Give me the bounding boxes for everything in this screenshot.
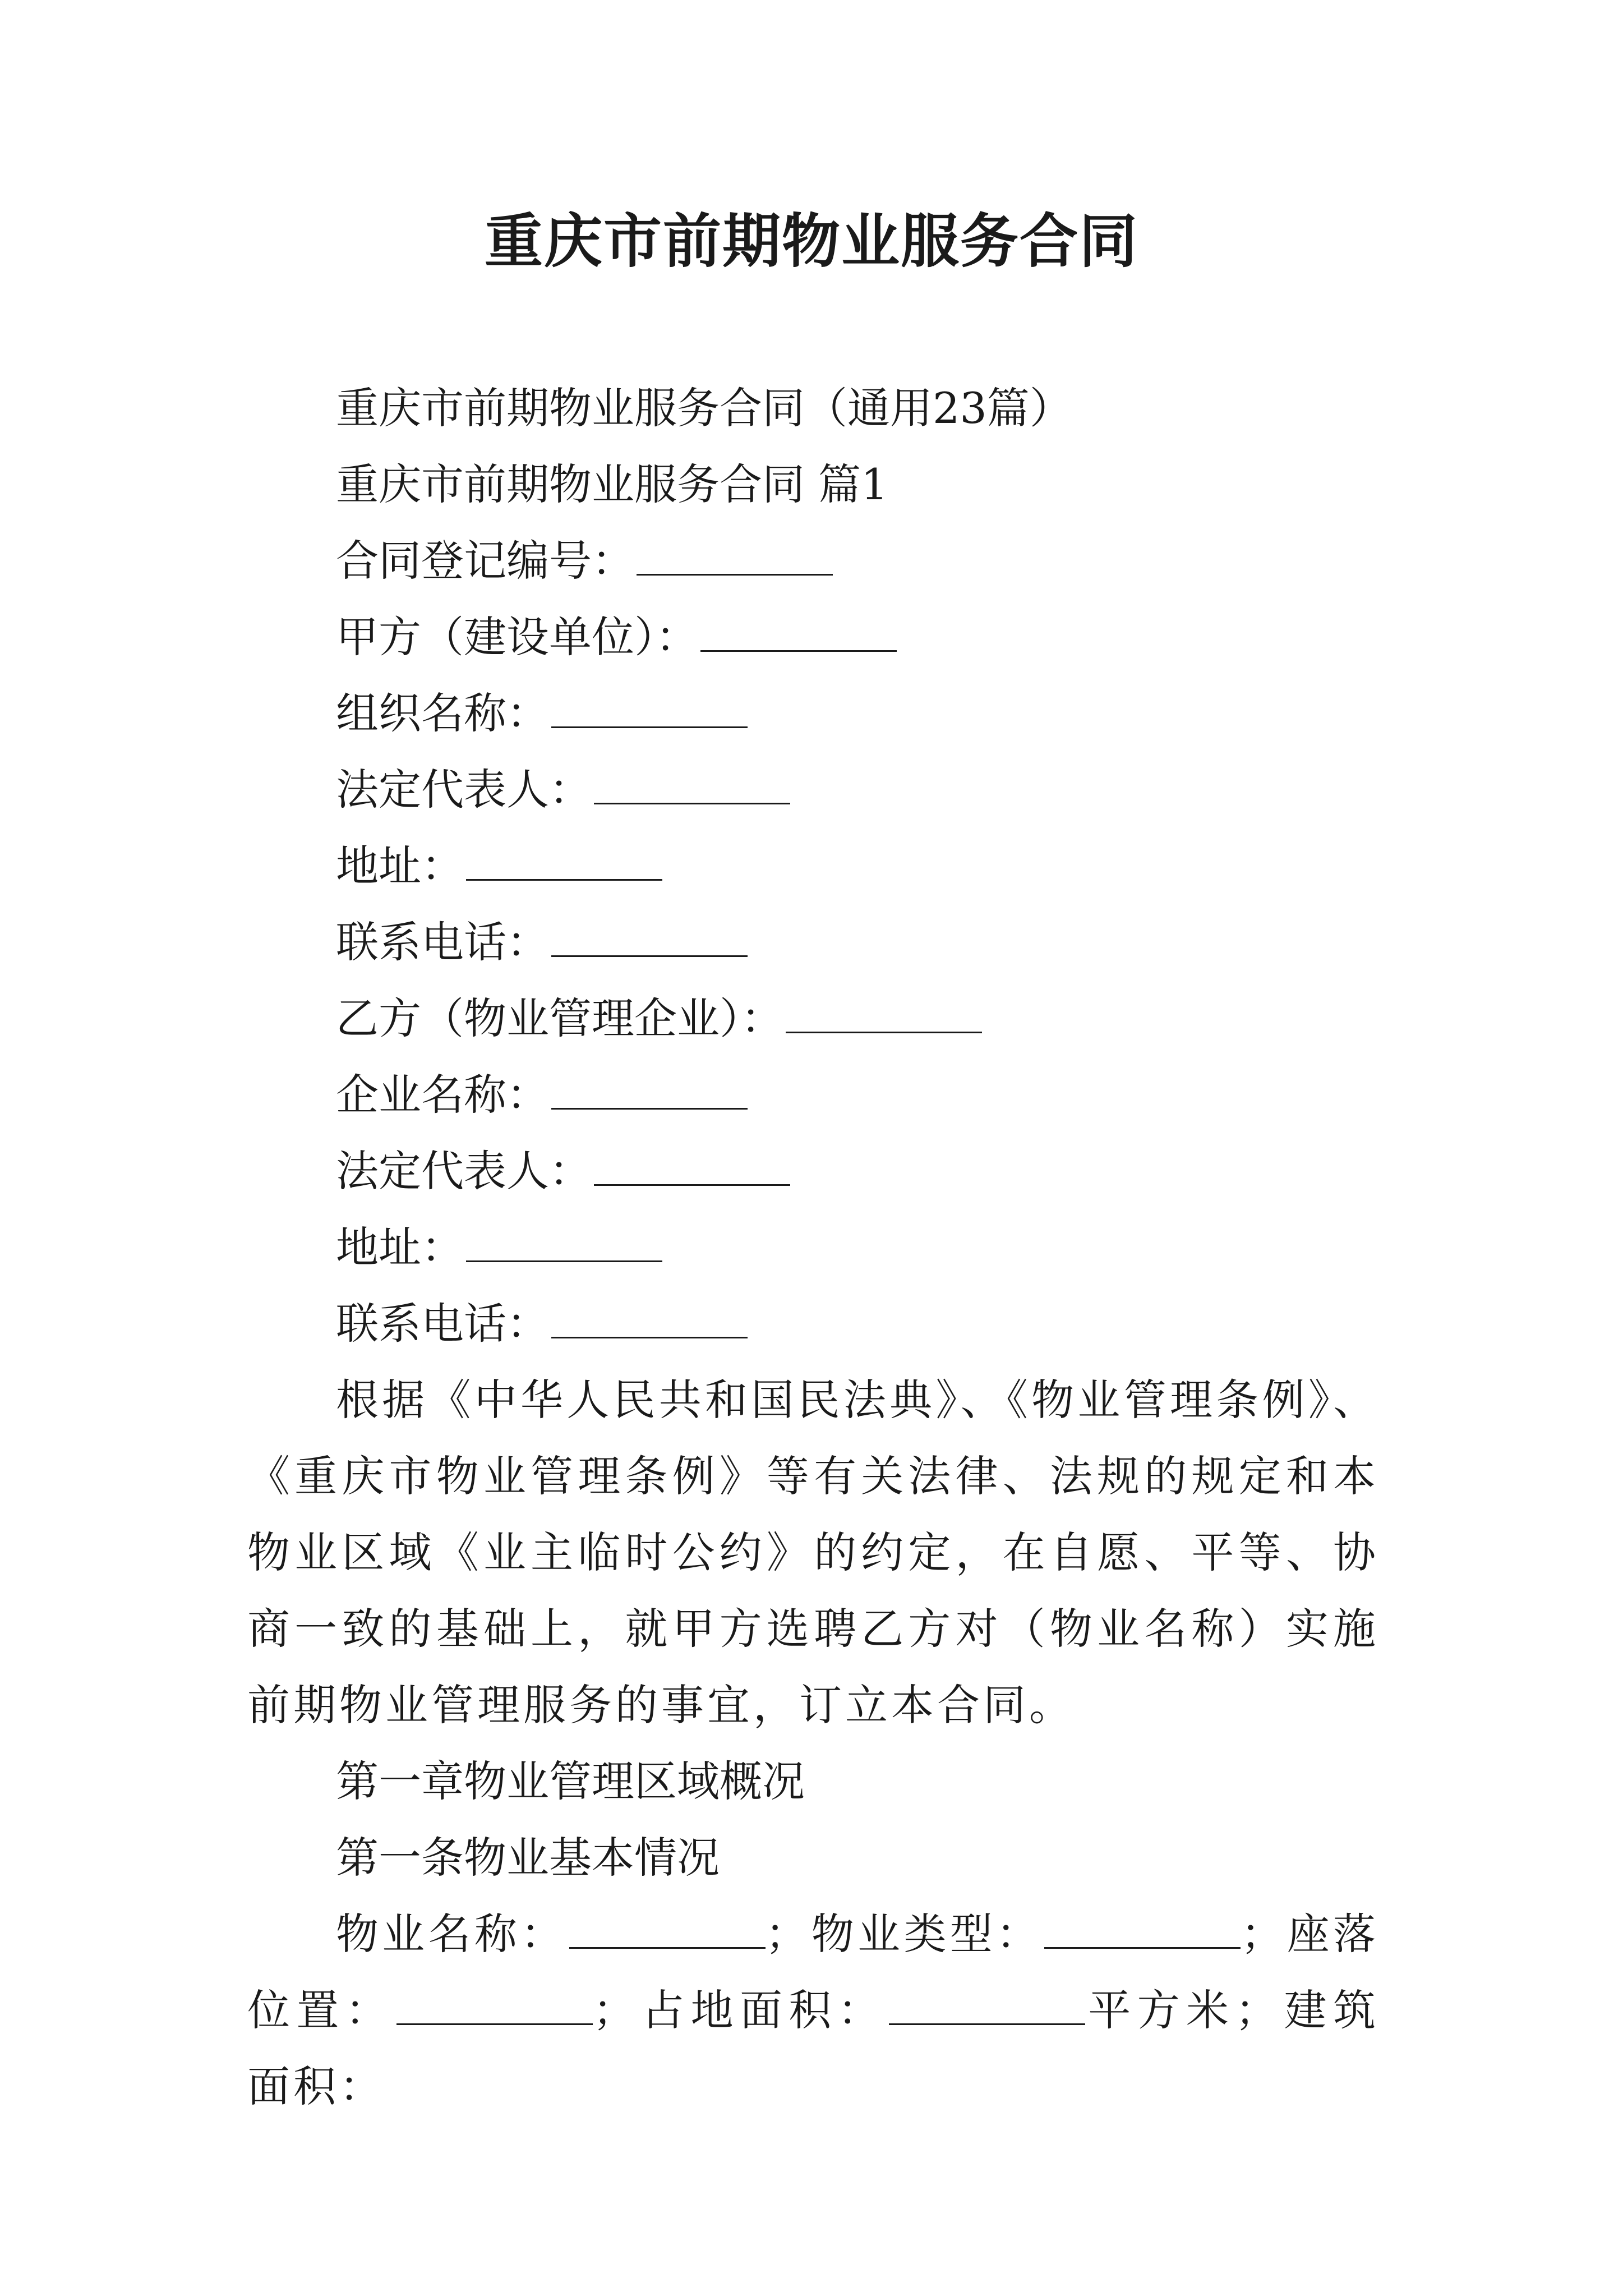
field-legal-rep-a <box>247 752 1379 828</box>
field-label: 地址： <box>336 1222 464 1272</box>
document-title: 重庆市前期物业服务合同 <box>484 206 1138 275</box>
blank-line <box>551 724 748 728</box>
field-label: 法定代表人： <box>336 1146 592 1196</box>
building-area-label: 建筑面积： <box>247 1985 1380 2111</box>
blank-line <box>1044 1945 1241 1949</box>
chapter-heading: 第一章物业管理区域概况 <box>336 1756 805 1806</box>
blank-line <box>551 953 748 957</box>
blank-line <box>594 1182 790 1186</box>
blank-line <box>786 1029 982 1033</box>
blank-line <box>551 1335 748 1338</box>
field-address-a <box>247 828 1379 904</box>
field-label: 联系电话： <box>336 1299 549 1349</box>
field-contract-number <box>247 523 1379 599</box>
field-label: 法定代表人： <box>336 765 592 815</box>
blank-line <box>889 2021 1085 2025</box>
blank-line <box>396 2021 593 2025</box>
document-body <box>247 370 1379 2125</box>
location-label: 座落位置： <box>247 1909 1380 2035</box>
blank-line <box>594 800 790 804</box>
field-address-b <box>247 1209 1379 1286</box>
blank-line <box>569 1945 766 1949</box>
field-label: 组织名称： <box>336 688 549 738</box>
part-heading: 重庆市前期物业服务合同 篇1 <box>336 459 888 509</box>
field-party-b <box>247 981 1379 1057</box>
field-label: 地址： <box>336 841 464 891</box>
field-phone-a <box>247 904 1379 981</box>
property-info-paragraph <box>247 1896 1379 2125</box>
separator: ； <box>765 1909 811 1959</box>
blank-line <box>637 572 833 576</box>
field-label: 联系电话： <box>336 917 549 967</box>
article-heading: 第一条物业基本情况 <box>336 1833 720 1883</box>
land-area-unit: 平方米； <box>1085 1985 1281 2035</box>
preamble-paragraph: 根据《中华人民共和国民法典》、《物业管理条例》、《重庆市物业管理条例》等有关法律、法规的规定和本物业区域《业主临时公约》的约定，在自愿、平等、协商一致的基础上，就甲方选聘乙方对（物业名称）实施前期物业管理服务的事宜，订立本合同。 <box>247 1375 1379 1730</box>
field-company-name <box>247 1057 1379 1133</box>
field-party-a <box>247 599 1379 675</box>
property-type-label: 物业类型： <box>811 1909 1043 1959</box>
blank-line <box>466 1258 662 1262</box>
blank-line <box>700 648 897 652</box>
field-label: 乙方（物业管理企业）： <box>336 993 783 1043</box>
field-legal-rep-b <box>247 1133 1379 1209</box>
blank-line <box>466 877 662 881</box>
field-label: 甲方（建设单位）： <box>336 612 698 662</box>
separator: ； <box>593 1985 639 2035</box>
separator: ； <box>1241 1909 1287 1959</box>
field-label: 企业名称： <box>336 1070 549 1120</box>
field-phone-b <box>247 1286 1379 1362</box>
property-name-label: 物业名称： <box>336 1909 567 1959</box>
field-org-name <box>247 675 1379 752</box>
blank-line <box>551 1106 748 1110</box>
subtitle: 重庆市前期物业服务合同（通用23篇） <box>336 383 1072 433</box>
field-label: 合同登记编号： <box>336 536 634 586</box>
land-area-label: 占地面积： <box>639 1985 887 2035</box>
